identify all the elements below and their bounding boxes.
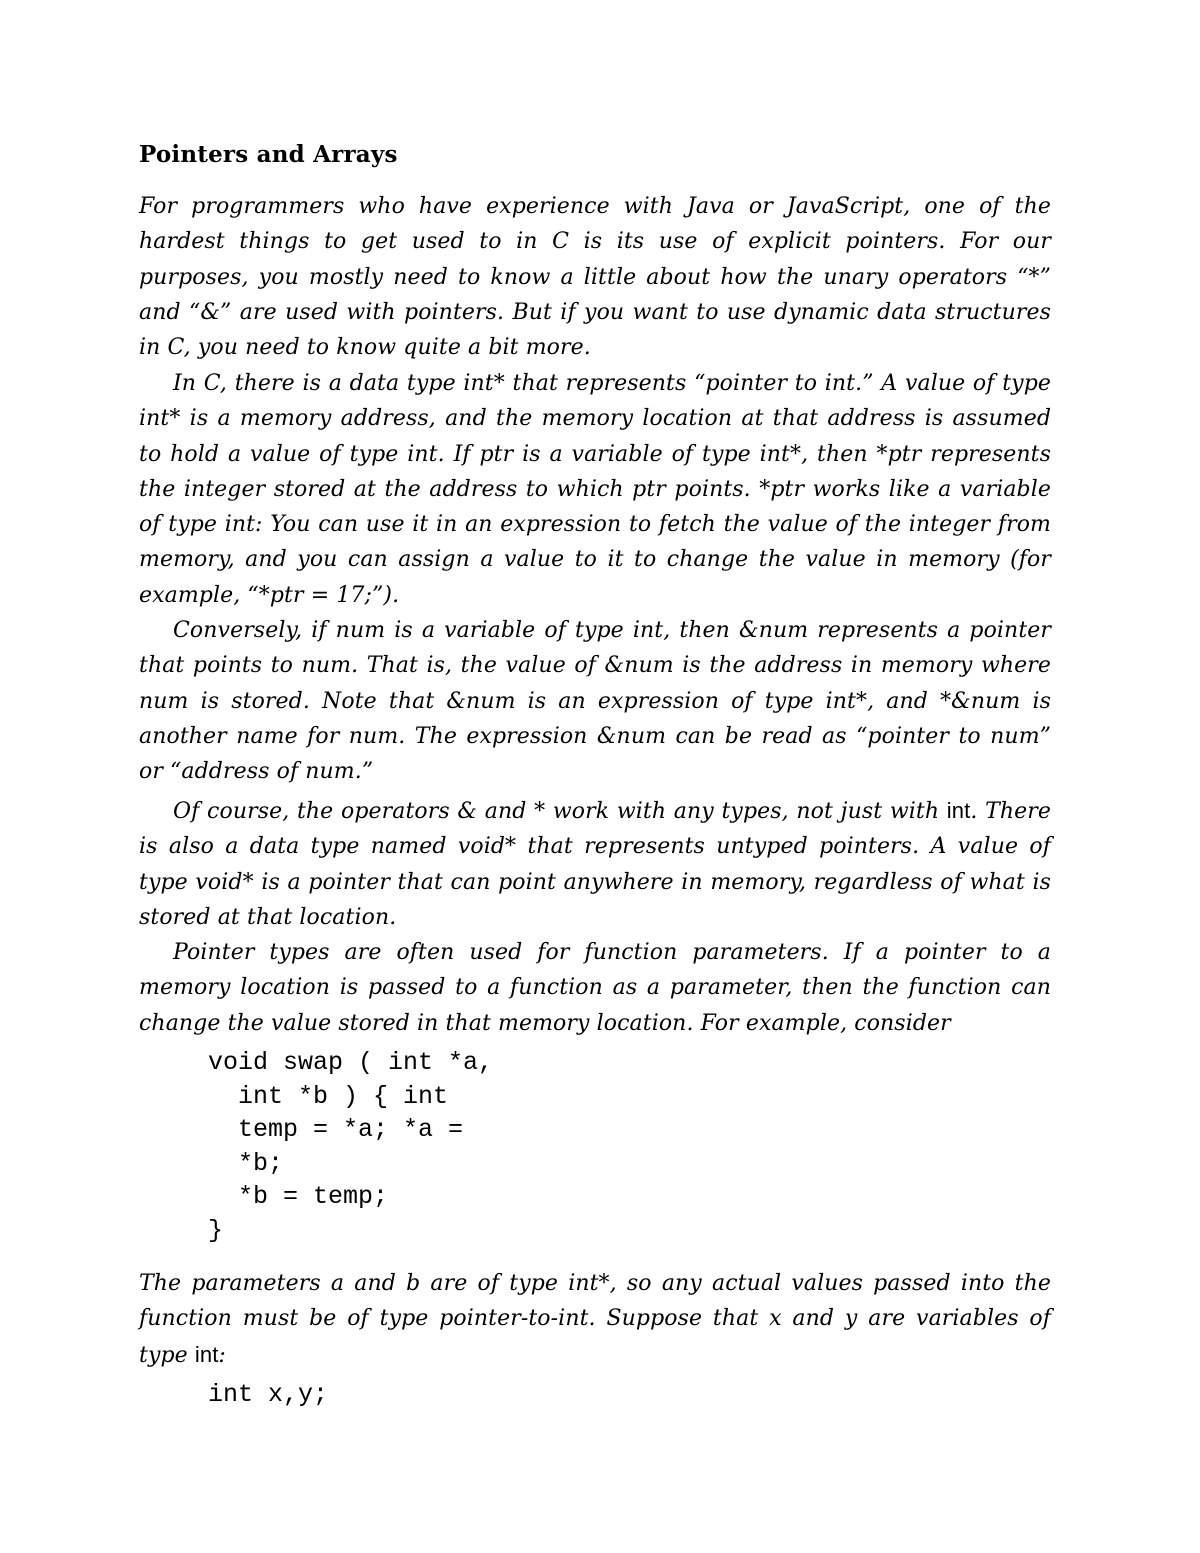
paragraph-address-of-text: Conversely, if num is a variable of type int, then &num represents a pointer that points to num. That is, the value of &num is the address in memory where num is stored. Note that &num is an expression of type int*, and *&num is another name for num. The expression &num can be read as “pointer to num” or “address of num.” <box>139 618 1051 785</box>
paragraph-swap-text-b: : <box>218 1342 226 1368</box>
paragraph-swap-text-a: The parameters a and b are of type int*, so any actual values passed into the function must be of type pointer-to-int. Suppose that x and y are variables of type <box>139 1271 1051 1368</box>
code-block-swap: void swap ( int *a, int *b ) { int temp = *a; *a = *b; *b = temp; } <box>208 1048 494 1245</box>
code-block-declaration: int x,y; <box>208 1380 329 1409</box>
paragraph-function-params: Pointer types are often used for function parameters. If a pointer to a memory location is passed to a function as a parameter, then the function can change the value stored in that memory location. For example, consider <box>139 940 1051 1036</box>
page-title: Pointers and Arrays <box>139 141 398 168</box>
inline-keyword-int-2: int <box>194 1341 219 1367</box>
paragraph-void-text-b: . There is also a data type named void* that represents untyped pointers. A value of type void* is a pointer that can point anywhere in memory, regardless of what is stored at that location. <box>139 799 1051 930</box>
paragraph-swap-params <box>139 1266 1051 1373</box>
paragraph-int-pointer: In C, there is a data type int* that represents “pointer to int.” A value of type int* is a memory address, and the memory location at that address is assumed to hold a value of type int. If ptr is a variable of type int*, then *ptr represents the integer stored at the address to which ptr points. *ptr works like a variable of type int: You can use it in an expression to fetch the value of the integer from memory, and you can assign a value to it to change the value in memory (for example, “*ptr = 17;”). <box>139 371 1051 608</box>
inline-keyword-int: int <box>946 798 971 823</box>
paragraph-address-of <box>139 613 1051 789</box>
paragraph-void-text-a: Of course, the operators & and * work with any types, not just with <box>173 799 947 824</box>
paragraph-void-pointer <box>139 793 1051 935</box>
paragraph-intro: For programmers who have experience with Java or JavaScript, one of the hardest things to get used to in C is its use of explicit pointers. For our purposes, you mostly need to know a little about how the unary operators “*” and “&” are used with pointers. But if you want to use dynamic data structures in C, you need to know quite a bit more. <box>139 194 1051 361</box>
